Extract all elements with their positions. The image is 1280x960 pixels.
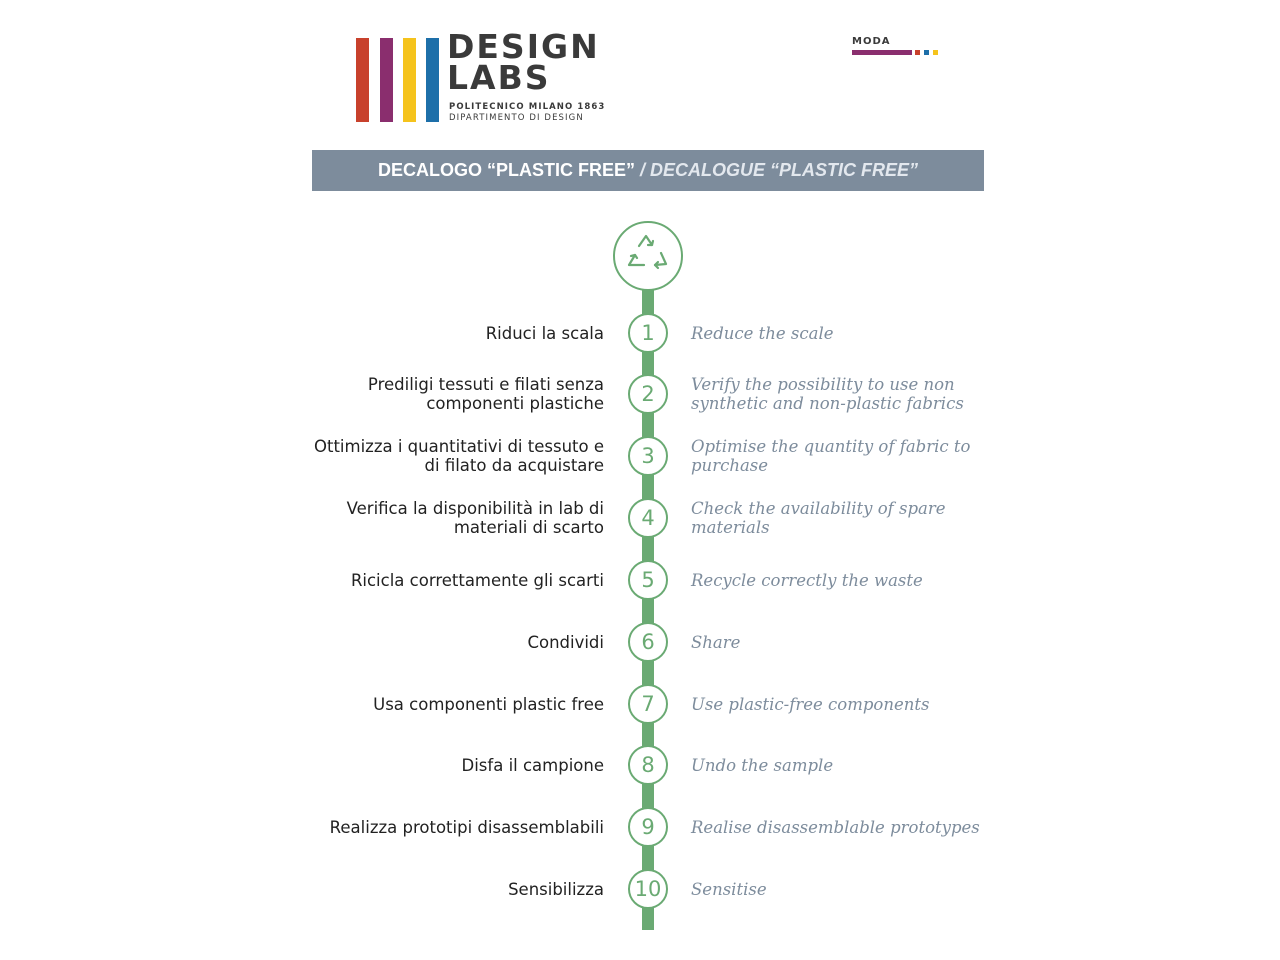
- banner-title-english: DECALOGUE “PLASTIC FREE”: [650, 160, 919, 180]
- step-number-badge: 1: [628, 313, 668, 353]
- step-number-badge: 10: [628, 869, 668, 909]
- moda-badge-dot-blue: [924, 50, 929, 55]
- step-number-badge: 2: [628, 374, 668, 414]
- moda-badge-label: MODA: [852, 36, 891, 47]
- step-text-english: Check the availability of spare materials: [691, 499, 946, 537]
- step-text-italian: Realizza prototipi disassemblabili: [329, 817, 604, 837]
- step-row: [0, 807, 1280, 847]
- logo-stripe-red: [356, 38, 369, 122]
- step-text-italian: Prediligi tessuti e filati senza componenti plastiche: [367, 375, 604, 413]
- step-text-italian: Condividi: [527, 632, 604, 652]
- step-text-english: Verify the possibility to use non synthetic and non-plastic fabrics: [691, 375, 964, 413]
- step-text-italian: Ricicla correttamente gli scarti: [350, 570, 604, 590]
- step-number-badge: 5: [628, 560, 668, 600]
- step-row: [0, 622, 1280, 662]
- step-row: [0, 436, 1280, 476]
- step-text-italian: Disfa il campione: [461, 755, 604, 775]
- step-text-italian: Riduci la scala: [485, 323, 604, 343]
- logo-title: [447, 27, 600, 97]
- step-text-english: Share: [691, 632, 741, 652]
- step-text-english: Sensitise: [691, 879, 767, 899]
- moda-badge-dot-yellow: [933, 50, 938, 55]
- banner-title-italian: DECALOGO “PLASTIC FREE”: [377, 160, 635, 180]
- step-text-english: Recycle correctly the waste: [691, 570, 923, 590]
- moda-badge-dot-red: [915, 50, 920, 55]
- step-text-english: Undo the sample: [691, 755, 834, 775]
- step-number-badge: 9: [628, 807, 668, 847]
- step-row: [0, 313, 1280, 353]
- step-row: [0, 560, 1280, 600]
- step-text-english: Optimise the quantity of fabric to purchase: [691, 437, 971, 475]
- step-text-english: Reduce the scale: [691, 323, 834, 343]
- step-text-english: Use plastic-free components: [691, 694, 930, 714]
- logo-title-line2: LABS: [447, 58, 551, 97]
- recycle-icon: [613, 221, 683, 291]
- step-number-badge: 7: [628, 684, 668, 724]
- step-text-italian: Sensibilizza: [508, 879, 604, 899]
- logo-stripes: [356, 38, 440, 122]
- banner-separator: /: [634, 160, 650, 180]
- step-text-english: Realise disassemblable prototypes: [691, 817, 980, 837]
- logo-stripe-yellow: [403, 38, 416, 122]
- logo-stripe-purple: [380, 38, 393, 122]
- step-row: [0, 498, 1280, 538]
- step-text-italian: Verifica la disponibilità in lab di materiali di scarto: [346, 499, 604, 537]
- title-banner: [312, 150, 984, 191]
- step-row: [0, 374, 1280, 414]
- step-row: [0, 745, 1280, 785]
- step-number-badge: 3: [628, 436, 668, 476]
- step-text-italian: Usa componenti plastic free: [373, 694, 604, 714]
- step-number-badge: 6: [628, 622, 668, 662]
- step-row: [0, 684, 1280, 724]
- logo-stripe-blue: [426, 38, 439, 122]
- logo-subtitle-department: DIPARTIMENTO DI DESIGN: [449, 113, 584, 123]
- moda-badge-line: [852, 50, 912, 55]
- step-row: [0, 869, 1280, 909]
- logo-title-line1: DESIGN: [447, 27, 600, 66]
- step-number-badge: 8: [628, 745, 668, 785]
- step-text-italian: Ottimizza i quantitativi di tessuto e di filato da acquistare: [314, 437, 604, 475]
- logo-subtitle-university: POLITECNICO MILANO 1863: [449, 102, 606, 112]
- step-number-badge: 4: [628, 498, 668, 538]
